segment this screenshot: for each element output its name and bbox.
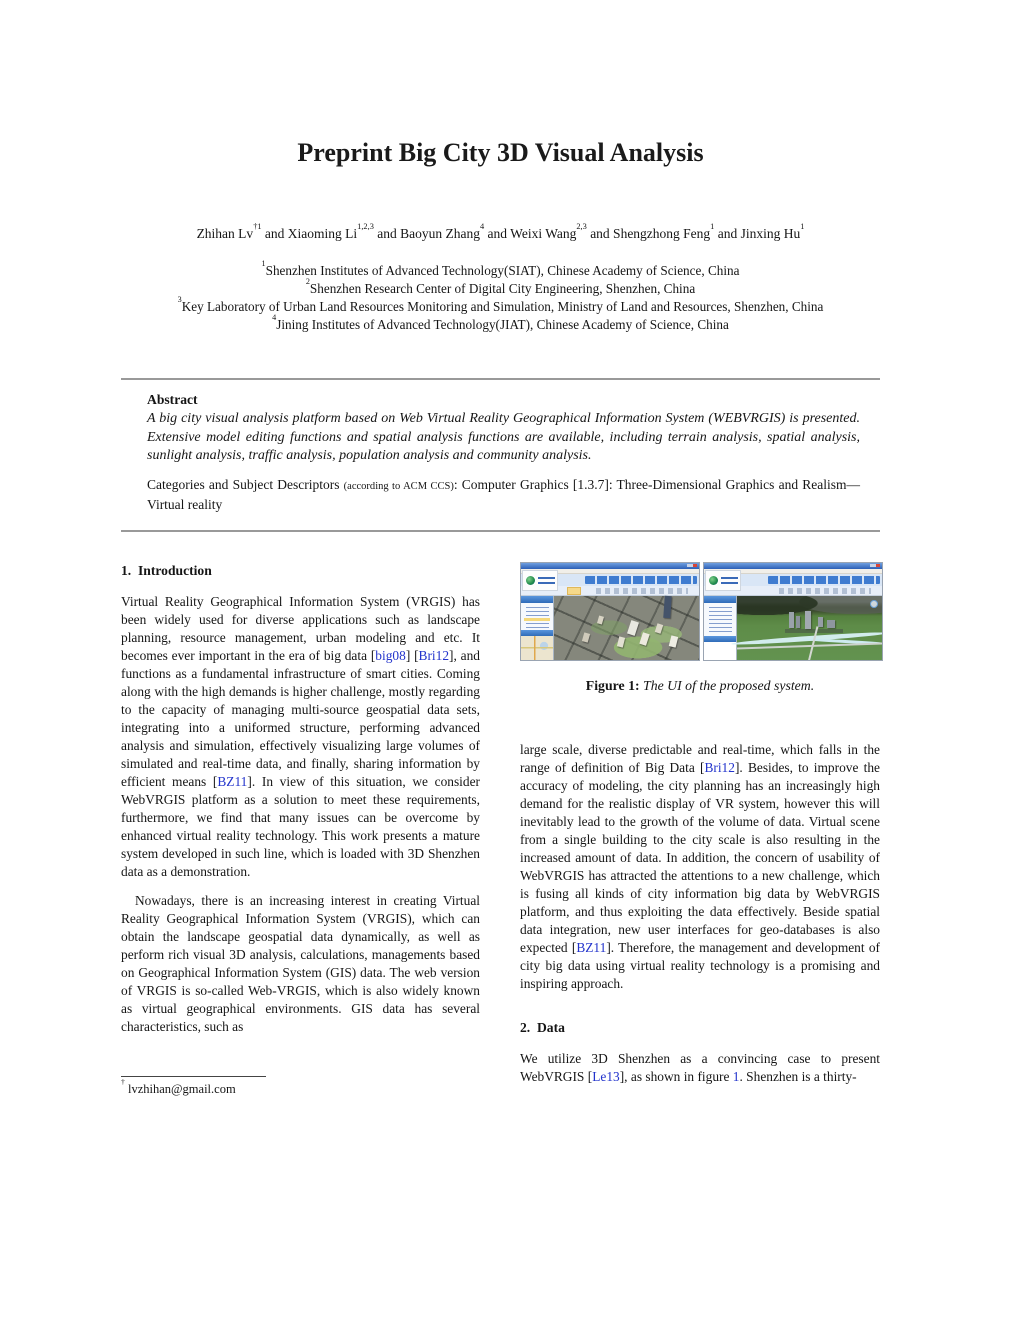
- right-column: [520, 562, 880, 1097]
- superscript: 1: [261, 258, 266, 268]
- selected-tree-item: [524, 618, 550, 621]
- building: [669, 635, 678, 647]
- authors-line: [121, 221, 880, 242]
- window-titlebar: [521, 563, 699, 569]
- superscript: †1: [253, 221, 262, 231]
- active-tool-highlight: [567, 587, 581, 595]
- building: [639, 632, 649, 646]
- skyscraper: [663, 596, 672, 618]
- figure1-caption: [520, 677, 880, 695]
- viewport-3d-city: [554, 596, 699, 661]
- text-segment: and Baoyun Zhang: [373, 226, 480, 241]
- text-segment: ], and functions as a fundamental infrastructure of smart cities. Coming along with the high demands is higher challenge, mostly regarding to the capacity of managing multi-source geospatial data sets, integrating into a uniformed structure, performing advanced analysis and simulation, effectively visualizing large volumes of simulated and real-time data, and finally, sharing information by efficient means [: [121, 648, 480, 789]
- categories-line: [147, 476, 860, 514]
- citation-link[interactable]: big08: [375, 648, 406, 663]
- superscript: 1,2,3: [357, 221, 374, 231]
- globe-icon: [526, 576, 535, 585]
- superscript: 1: [710, 221, 715, 231]
- text-segment: Figure 1:: [585, 678, 640, 693]
- empty-panel: [704, 642, 736, 661]
- affiliation-line-2: [121, 276, 880, 298]
- building: [654, 623, 662, 633]
- superscript: 3: [177, 294, 182, 304]
- text-segment: The UI of the proposed system.: [639, 678, 815, 693]
- superscript: 1: [800, 221, 805, 231]
- left-column: [121, 562, 480, 1097]
- window-controls-icon: [687, 564, 697, 567]
- abstract-heading: Abstract: [147, 392, 198, 407]
- citation-link[interactable]: BZ11: [576, 940, 607, 955]
- text-segment: Shenzhen Research Center of Digital City Engineering, Shenzhen, China: [309, 281, 696, 296]
- section-1-heading: 1. Introduction: [121, 563, 212, 578]
- panel-header: [521, 596, 553, 603]
- text-segment: ] [: [405, 648, 419, 663]
- text-segment: Shenzhen Institutes of Advanced Technology(SIAT), Chinese Academy of Science, China: [265, 263, 740, 278]
- building: [582, 632, 590, 642]
- text-segment: and Jinxing Hu: [714, 226, 801, 241]
- two-column-body: [121, 562, 880, 1097]
- citation-link[interactable]: Le13: [592, 1069, 620, 1084]
- text-segment: and Weixi Wang: [484, 226, 577, 241]
- building: [617, 636, 625, 647]
- superscript: †: [121, 1077, 125, 1087]
- text-segment: We utilize 3D Shenzhen as a convincing case to present WebVRGIS [: [520, 1051, 880, 1084]
- app-logo-icon: [705, 570, 741, 591]
- compass-icon: [870, 600, 878, 608]
- text-segment: (according to ACM CCS): [343, 480, 454, 492]
- text-segment: lvzhihan@gmail.com: [124, 1082, 236, 1096]
- toolbar-buttons: [585, 576, 697, 584]
- text-segment: and Shengzhong Feng: [586, 226, 711, 241]
- text-segment: and Xiaoming Li: [261, 226, 358, 241]
- affiliations: [121, 258, 880, 334]
- viewport-3d-terrain: [737, 596, 882, 661]
- superscript: 2,3: [576, 221, 587, 231]
- footnote: [121, 1076, 481, 1097]
- text-segment: Zhihan Lv: [196, 226, 254, 241]
- text-segment: . Shenzhen is a thirty-: [739, 1069, 857, 1084]
- abstract-text: A big city visual analysis platform based on Web Virtual Reality Geographical Information System (WEBVRGIS) is presented. Extensive model editing functions and spatial analysis functions are available, including terrain analysis, spatial analysis, sunlight analysis, traffic analysis, population analysis and community analysis.: [147, 411, 860, 463]
- logo-text: [721, 577, 738, 585]
- citation-link[interactable]: 1: [732, 1069, 740, 1084]
- intro-paragraph-1: [121, 593, 480, 881]
- figure-1: [520, 562, 883, 661]
- text-segment: ]. In view of this situation, we consider WebVRGIS platform as a solution to meet these requirements, furthermore, we find that many issues can be overcome by enhanced virtual reality technology. This work presents a mature system developed in such line, which is loaded with 3D Shenzhen data as a demonstration.: [121, 774, 480, 879]
- text-segment: ]. Besides, to improve the accuracy of modeling, the city planning has an increasingly high demand for the realistic display of VR system, however this will inevitably lead to the growth of the volume of data. Virtual scene from a single building to the city scale is also resulting in the increased amount of data. In addition, the concern of usability of WebVRGIS has attracted the attentions to a new challenge, which is fusing all kinds of city information big data by WebVRGIS platform, and thus exploiting the data effectively. Beside spatial data integration, new user interfaces for geo-databases is also expected [: [520, 760, 880, 955]
- window-body: [704, 596, 882, 661]
- superscript: 2: [305, 276, 310, 286]
- building: [796, 616, 800, 628]
- page-content: [121, 0, 880, 1325]
- text-segment: ], as shown in figure: [619, 1069, 733, 1084]
- toolbar-icons: [779, 588, 872, 594]
- citation-link[interactable]: Bri12: [418, 648, 450, 663]
- panel-header: [704, 596, 736, 603]
- intro-paragraph-2: [121, 892, 480, 1036]
- minimap: [521, 636, 553, 661]
- text-segment: : Computer Graphics [1.3.7]: Three-Dimensional Graphics and Realism—Virtual reality: [147, 476, 861, 512]
- text-segment: Key Laboratory of Urban Land Resources Monitoring and Simulation, Ministry of Land and Resources, Shenzhen, China: [181, 299, 824, 314]
- text-segment: Nowadays, there is an increasing interest in creating Virtual Reality Geographical Information System (VRGIS), which can obtain the landscape geospatial data dynamically, as well as perform rich visual 3D analysis, calculations, managements based on Geographical Information System (GIS) data. The web version of VRGIS is so-called Web-VRGIS, which is also widely known as virtual geographical environments. GIS data has several characteristics, such as: [121, 893, 480, 1034]
- text-segment: large scale, diverse predictable and real-time, which falls in the range of definition of Big Data [: [520, 742, 880, 775]
- footnote-rule: [121, 1076, 266, 1077]
- affiliation-line-1: [121, 258, 880, 280]
- building: [805, 611, 811, 629]
- abstract-box: [121, 378, 880, 532]
- text-segment: ]. Therefore, the management and development of city big data using virtual reality technology is a promising and inspiring approach.: [520, 940, 881, 991]
- logo-text: [538, 577, 555, 585]
- figure1-screenshot-right: [703, 562, 883, 661]
- affiliation-line-3: [121, 294, 880, 316]
- building: [596, 615, 603, 624]
- building: [627, 620, 639, 636]
- affiliation-line-4: [121, 312, 880, 334]
- building: [827, 620, 835, 628]
- text-segment: Jining Institutes of Advanced Technology(JIAT), Chinese Academy of Science, China: [276, 317, 729, 332]
- text-segment: Categories and Subject Descriptors: [147, 476, 344, 492]
- text-segment: Virtual Reality Geographical Information System (VRGIS) has been widely used for diverse applications such as landscape planning, resource management, urban modeling and etc. It becomes ever important in the era of big data [: [121, 594, 480, 663]
- building: [818, 617, 823, 627]
- section-2-heading: 2. Data: [520, 1020, 565, 1035]
- toolbar-buttons: [768, 576, 880, 584]
- app-logo-icon: [522, 570, 558, 591]
- layer-tree-list: [709, 607, 732, 633]
- superscript: 4: [272, 312, 277, 322]
- superscript: 4: [479, 221, 485, 231]
- citation-link[interactable]: Bri12: [704, 760, 735, 775]
- toolbar-icons: [596, 588, 689, 594]
- window-body: [521, 596, 699, 661]
- window-controls-icon: [870, 564, 880, 567]
- paper-title: Preprint Big City 3D Visual Analysis: [297, 138, 704, 167]
- layer-tree-panel: [521, 596, 554, 661]
- continued-paragraph: [520, 741, 880, 993]
- citation-link[interactable]: BZ11: [217, 774, 248, 789]
- layer-tree-panel: [704, 596, 737, 661]
- window-titlebar: [704, 563, 882, 569]
- data-paragraph: [520, 1050, 880, 1086]
- figure1-screenshot-left: [520, 562, 700, 661]
- globe-icon: [709, 576, 718, 585]
- footnote-text: [121, 1077, 481, 1097]
- building: [789, 612, 794, 628]
